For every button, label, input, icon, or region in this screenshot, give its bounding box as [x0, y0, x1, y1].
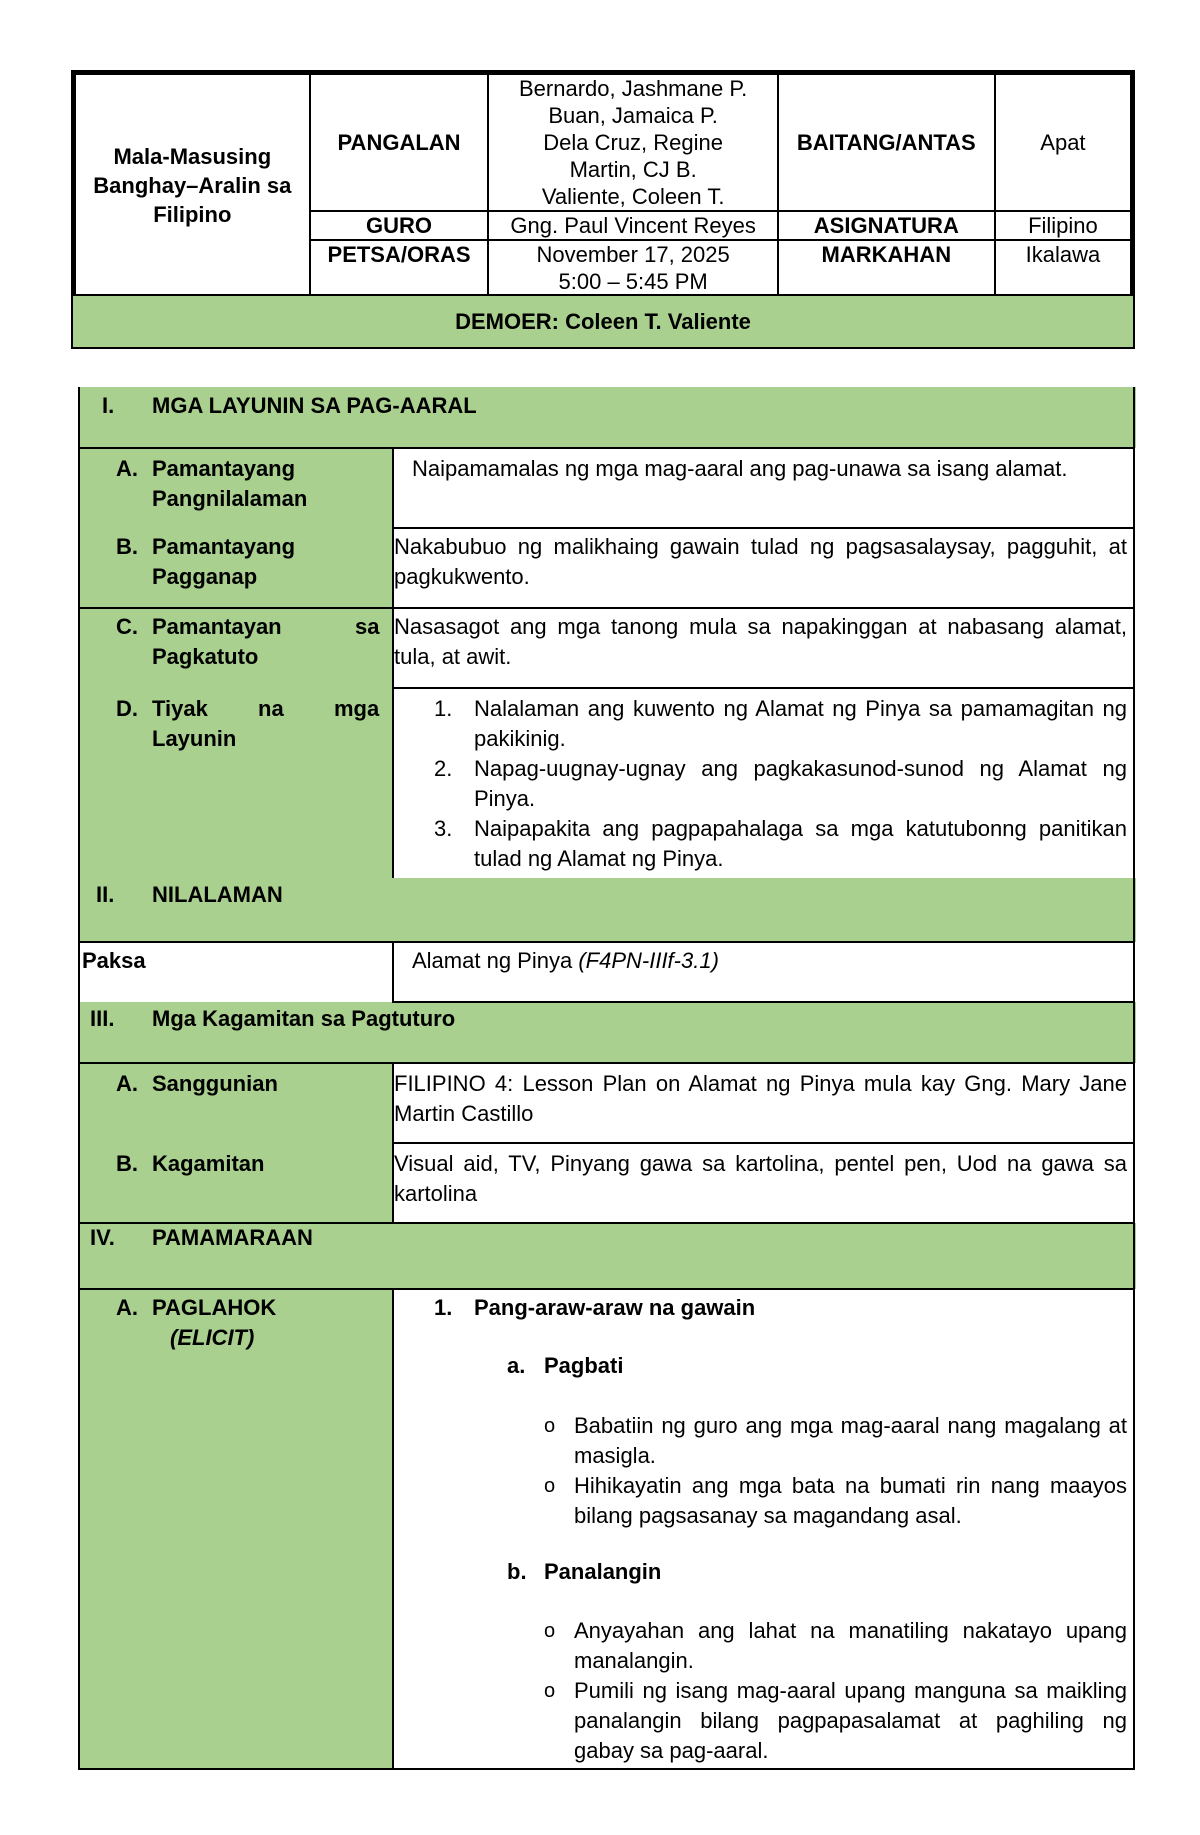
sanggunian-label: A. Sanggunian — [116, 1071, 278, 1096]
asignatura-label: ASIGNATURA — [778, 211, 995, 240]
markahan-label: MARKAHAN — [778, 240, 995, 298]
lesson-plan-body — [78, 387, 1136, 1770]
baitang-value: Apat — [995, 73, 1133, 212]
guro-label: GURO — [310, 211, 489, 240]
section-1-header: I. MGA LAYUNIN SA PAG-AARAL — [78, 387, 1136, 448]
petsa-date: November 17, 2025 — [536, 242, 730, 267]
name-3: Dela Cruz, Regine — [543, 130, 723, 155]
pangalan-names — [488, 73, 777, 212]
petsa-value — [488, 240, 777, 298]
demoer-banner: DEMOER: Coleen T. Valiente — [71, 294, 1135, 349]
petsa-label: PETSA/ORAS — [310, 240, 489, 298]
document-title: Mala-Masusing Banghay–Aralin sa Filipino — [74, 73, 310, 298]
name-5: Valiente, Coleen T. — [541, 184, 725, 209]
hline-10 — [78, 1288, 1135, 1290]
hline-9 — [78, 1222, 1135, 1224]
row-d-content — [394, 688, 1131, 878]
name-2: Buan, Jamaica P. — [548, 103, 718, 128]
petsa-time: 5:00 – 5:45 PM — [558, 269, 708, 294]
name-1: Bernardo, Jashmane P. — [518, 76, 748, 101]
hline-1 — [78, 447, 1135, 449]
paksa-label-cell: Paksa — [82, 948, 146, 973]
border-left — [78, 387, 80, 1770]
markahan-value: Ikalawa — [995, 240, 1133, 298]
border-right — [1133, 387, 1135, 1770]
pagbati-item: o Hihikayatin ang mga bata na bumati rin nang maayos bilang pagsasanay sa magandang asal. — [544, 1473, 1127, 1528]
kagamitan-label: B. Kagamitan — [116, 1151, 265, 1176]
name-4: Martin, CJ B. — [569, 157, 697, 182]
hline-6 — [392, 1001, 1135, 1003]
hline-5 — [78, 941, 1135, 943]
hline-8 — [392, 1142, 1135, 1144]
row-b-content: Nakabubuo ng malikhaing gawain tulad ng pagsasalaysay, pagguhit, at pagkukwento. — [394, 534, 1127, 589]
asignatura-value: Filipino — [995, 211, 1133, 240]
guro-value: Gng. Paul Vincent Reyes — [488, 211, 777, 240]
objective-item: 3. Naipapakita ang pagpapahalaga sa mga katutubonng panitikan tulad ng Alamat ng Pinya. — [434, 816, 1127, 871]
pagbati-list — [394, 1411, 1127, 1531]
section-3-header: III. Mga Kagamitan sa Pagtuturo — [78, 1002, 1136, 1063]
kagamitan-content: Visual aid, TV, Pinyang gawa sa kartolina, pentel pen, Uod na gawa sa kartolina — [394, 1151, 1127, 1206]
hline-2 — [392, 527, 1135, 529]
section-4-header: IV. PAMAMARAAN — [78, 1223, 1136, 1289]
row-b-label: B. Pamantayang Pagganap — [116, 534, 296, 589]
paksa-content: Alamat ng Pinya (F4PN-IIIf-3.1) — [412, 948, 719, 973]
row-c-content: Nasasagot ang mga tanong mula sa napakinggan at nabasang alamat, tula, at awit. — [394, 614, 1127, 669]
sanggunian-content: FILIPINO 4: Lesson Plan on Alamat ng Pinya mula kay Gng. Mary Jane Martin Castillo — [394, 1071, 1127, 1126]
panalangin-list — [394, 1616, 1127, 1766]
objective-item: 2. Napag-uugnay-ugnay ang pagkakasunod-sunod ng Alamat ng Pinya. — [434, 756, 1127, 811]
panalangin-item: o Pumili ng isang mag-aaral upang manguna sa maikling panalangin bilang pagpapasalamat at paghiling ng gabay sa pag-aaral. — [544, 1678, 1127, 1763]
divider-col-1 — [392, 448, 394, 878]
row-a-content: Naipamamalas ng mga mag-aaral ang pag-unawa sa isang alamat. — [412, 456, 1068, 481]
hline-7 — [78, 1062, 1135, 1064]
hline-4 — [392, 687, 1135, 689]
row-a-label: A. Pamantayang Pangnilalaman — [116, 456, 308, 511]
panalangin-item: o Anyayahan ang lahat na manatiling nakatayo upang manalangin. — [544, 1618, 1127, 1673]
row-c-label: C. Pamantayan sa Pagkatuto — [116, 614, 380, 669]
divider-col-4 — [392, 1289, 394, 1770]
header-table — [71, 70, 1135, 300]
section-2-header: II. NILALAMAN — [78, 878, 1136, 942]
pagbati-item: o Babatiin ng guro ang mga mag-aaral nang magalang at masigla. — [544, 1413, 1127, 1468]
divider-col-2 — [392, 942, 394, 1002]
paglahok-label: A. PAGLAHOK (ELICIT) — [78, 1289, 392, 1770]
row-d-label: D. Tiyak na mga Layunin — [116, 696, 380, 751]
hline-3 — [78, 607, 1135, 609]
border-bottom — [78, 1768, 1135, 1770]
baitang-label: BAITANG/ANTAS — [778, 73, 995, 212]
objective-item: 1. Nalalaman ang kuwento ng Alamat ng Pinya sa pamamagitan ng pakikinig. — [434, 696, 1127, 751]
paglahok-content: 1. Pang-araw-araw na gawain a. Pagbati o Babatiin ng guro ang mga mag-aaral nang magalang at masigla. o Hihikayatin ang mga bata na bumati rin nang maayos bilang pagsasanay sa magandang asal. b. Panalangin o Anyayahan ang lahat na manatiling nakatayo upang manalangin. o Pumili ng isang mag-aaral upang manguna sa maikling panalangin bilang pagpapasalamat at paghiling ng gabay sa pag-aaral. — [394, 1289, 1131, 1770]
pangalan-label: PANGALAN — [310, 73, 489, 212]
